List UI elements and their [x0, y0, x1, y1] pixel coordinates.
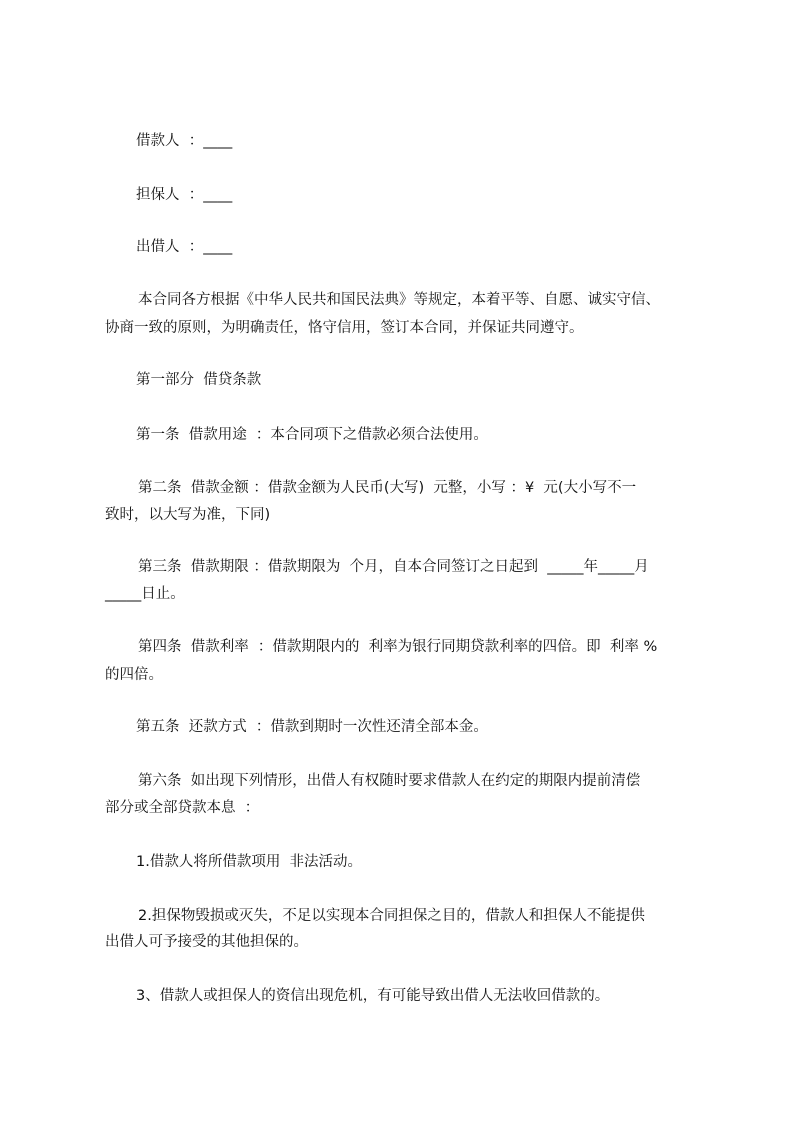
item-2-line-2: 出借人可予接受的其他担保的。 — [105, 934, 308, 950]
article-3-line-2: _____日止。 — [105, 586, 185, 602]
item-2-line-1: 2.担保物毁损或灭失，不足以实现本合同担保之目的，借款人和担保人不能提供 — [138, 908, 645, 924]
article-6-line-2: 部分或全部贷款本息 ： — [105, 800, 260, 816]
article-2-line-1: 第二条 借款金额 ：借款金额为人民币(大写) 元整，小写 ：¥ 元(大小写不一 — [138, 480, 637, 496]
preamble-line-2: 协商一致的原则，为明确责任，恪守信用，签订本合同，并保证共同遵守。 — [105, 320, 584, 336]
article-6-line-1: 第六条 如出现下列情形，出借人有权随时要求借款人在约定的期限内提前清偿 — [138, 773, 641, 789]
item-1: 1.借款人将所借款项用 非法活动。 — [136, 854, 363, 870]
article-2-line-2: 致时，以大写为准，下同) — [105, 507, 271, 523]
party-lender: 出借人 ：____ — [136, 239, 233, 255]
section-title: 第一部分 借贷条款 — [136, 372, 262, 388]
party-guarantor: 担保人 ：____ — [136, 187, 233, 203]
party-borrower: 借款人 ：____ — [136, 133, 233, 149]
article-4-line-1: 第四条 借款利率 ：借款期限内的 利率为银行同期贷款利率的四倍。即 利率 % — [138, 639, 658, 655]
preamble-line-1: 本合同各方根据《中华人民共和国民法典》等规定，本着平等、自愿、诚实守信、 — [138, 292, 660, 308]
article-1: 第一条 借款用途 ：本合同项下之借款必须合法使用。 — [136, 427, 488, 443]
article-4-line-2: 的四倍。 — [105, 667, 163, 683]
item-3: 3、借款人或担保人的资信出现危机，有可能导致出借人无法收回借款的。 — [136, 988, 610, 1004]
article-5: 第五条 还款方式 ：借款到期时一次性还清全部本金。 — [136, 719, 488, 735]
article-3-line-1: 第三条 借款期限 ：借款期限为 个月，自本合同签订之日起到 _____年_____月 — [138, 559, 649, 575]
